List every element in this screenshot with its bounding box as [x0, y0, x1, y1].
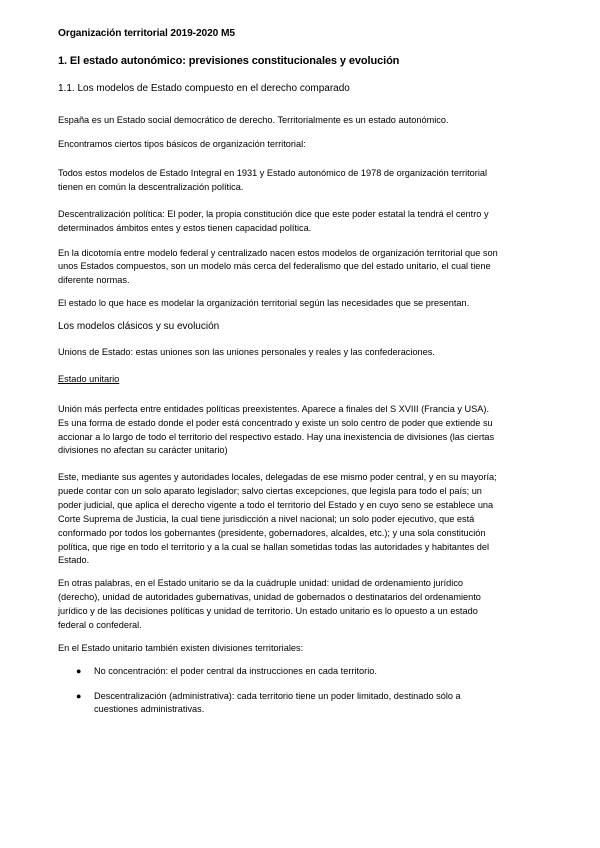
paragraph-agentes-line: Corte Suprema de Justicia, la cual tiene jurisdicción a nivel nacional; un solo poder ejecutivo, que está	[58, 514, 475, 524]
paragraph-descentralizacion-line: determinados ámbitos entes y estos tienen capacidad política.	[58, 223, 312, 233]
bullet-icon: ●	[76, 666, 82, 676]
paragraph-dicotomia-line: unos Estados compuestos, son un modelo más cerca del federalismo que del estado unitario, el cual tiene	[58, 261, 491, 271]
heading-modelos-clasicos: Los modelos clásicos y su evolución	[58, 321, 220, 332]
heading-modelos-estado-compuesto: 1.1. Los modelos de Estado compuesto en el derecho comparado	[58, 83, 350, 94]
paragraph-agentes-line: puede contar con un solo aparato legislador; salvo ciertas excepciones, que legisla para todo el país; un	[58, 486, 482, 496]
list-item-no-concentracion: No concentración: el poder central da instrucciones en cada territorio.	[94, 666, 377, 676]
paragraph-union-line: Es una forma de estado donde el poder está concentrado y existe un solo centro de poder que extiende su	[58, 418, 493, 428]
heading-estado-autonomico: 1. El estado autonómico: previsiones constitucionales y evolución	[58, 55, 400, 67]
paragraph-dicotomia-line: diferente normas.	[58, 275, 130, 285]
paragraph-union-line: accionar a lo largo de todo el territorio del respectivo estado. Hay una inexistencia de divisiones (las ciertas	[58, 432, 495, 442]
paragraph-cuadruple-line: jurídico y de las decisiones políticas y unidad de territorio. Un estado unitario es lo opuesto a un estado	[58, 606, 478, 616]
paragraph-unions: Unions de Estado: estas uniones son las uniones personales y reales y las confederaciones.	[58, 347, 435, 357]
paragraph-agentes-line: Este, mediante sus agentes y autoridades locales, delegadas de ese mismo poder central, y en su mayoría;	[58, 472, 497, 482]
paragraph-union-line: divisiones no afectan su carácter unitario)	[58, 445, 228, 455]
paragraph-cuadruple-line: (derecho), unidad de autoridades gubernativas, unidad de gobernados o destinatarios del ordenamiento	[58, 592, 481, 602]
bullet-icon: ●	[76, 691, 82, 701]
paragraph-dicotomia-line: En la dicotomía entre modelo federal y centralizado nacen estos modelos de organización territorial que son	[58, 248, 498, 258]
heading-estado-unitario: Estado unitario	[58, 374, 120, 384]
paragraph-divisiones: En el Estado unitario también existen divisiones territoriales:	[58, 643, 304, 653]
paragraph-agentes-line: política, que rige en todo el territorio y a la cual se hallan sometidas todas las autoridades y habitantes del	[58, 542, 490, 552]
paragraph-modelos-line: Todos estos modelos de Estado Integral en 1931 y Estado autonómico de 1978 de organización territorial	[58, 168, 488, 178]
paragraph-agentes-line: Estado.	[58, 555, 90, 565]
paragraph-descentralizacion-line: Descentralización política: El poder, la propia constitución dice que este poder estatal la tendrá el centro y	[58, 209, 489, 219]
paragraph-cuadruple-line: En otras palabras, en el Estado unitario se da la cuádruple unidad: unidad de ordenamiento jurídico	[58, 578, 464, 588]
paragraph-modelar: El estado lo que hace es modelar la organización territorial según las necesidades que se presentan.	[58, 298, 470, 308]
list-item-descentralizacion-line: cuestiones administrativas.	[94, 704, 205, 714]
document-title: Organización territorial 2019-2020 M5	[58, 28, 235, 39]
paragraph-union-line: Unión más perfecta entre entidades políticas preexistentes. Aparece a finales del S XVIII (Francia y USA).	[58, 404, 490, 414]
paragraph-tipos-basicos: Encontramos ciertos tipos básicos de organización territorial:	[58, 139, 306, 149]
paragraph-agentes-line: conformado por todos los gobernantes (presidente, gobernadores, alcaldes, etc.); y una sola constitución	[58, 528, 486, 538]
paragraph-espana-estado: España es un Estado social democrático de derecho. Territorialmente es un estado autonómico.	[58, 115, 449, 125]
paragraph-modelos-line: tienen en común la descentralización política.	[58, 182, 244, 192]
paragraph-cuadruple-line: federal o confederal.	[58, 620, 142, 630]
paragraph-agentes-line: poder judicial, que aplica el derecho vigente a todo el territorio del Estado y en cuyo seno se establece una	[58, 500, 494, 510]
list-item-descentralizacion-line: Descentralización (administrativa): cada territorio tiene un poder limitado, destinado sólo a	[94, 691, 461, 701]
